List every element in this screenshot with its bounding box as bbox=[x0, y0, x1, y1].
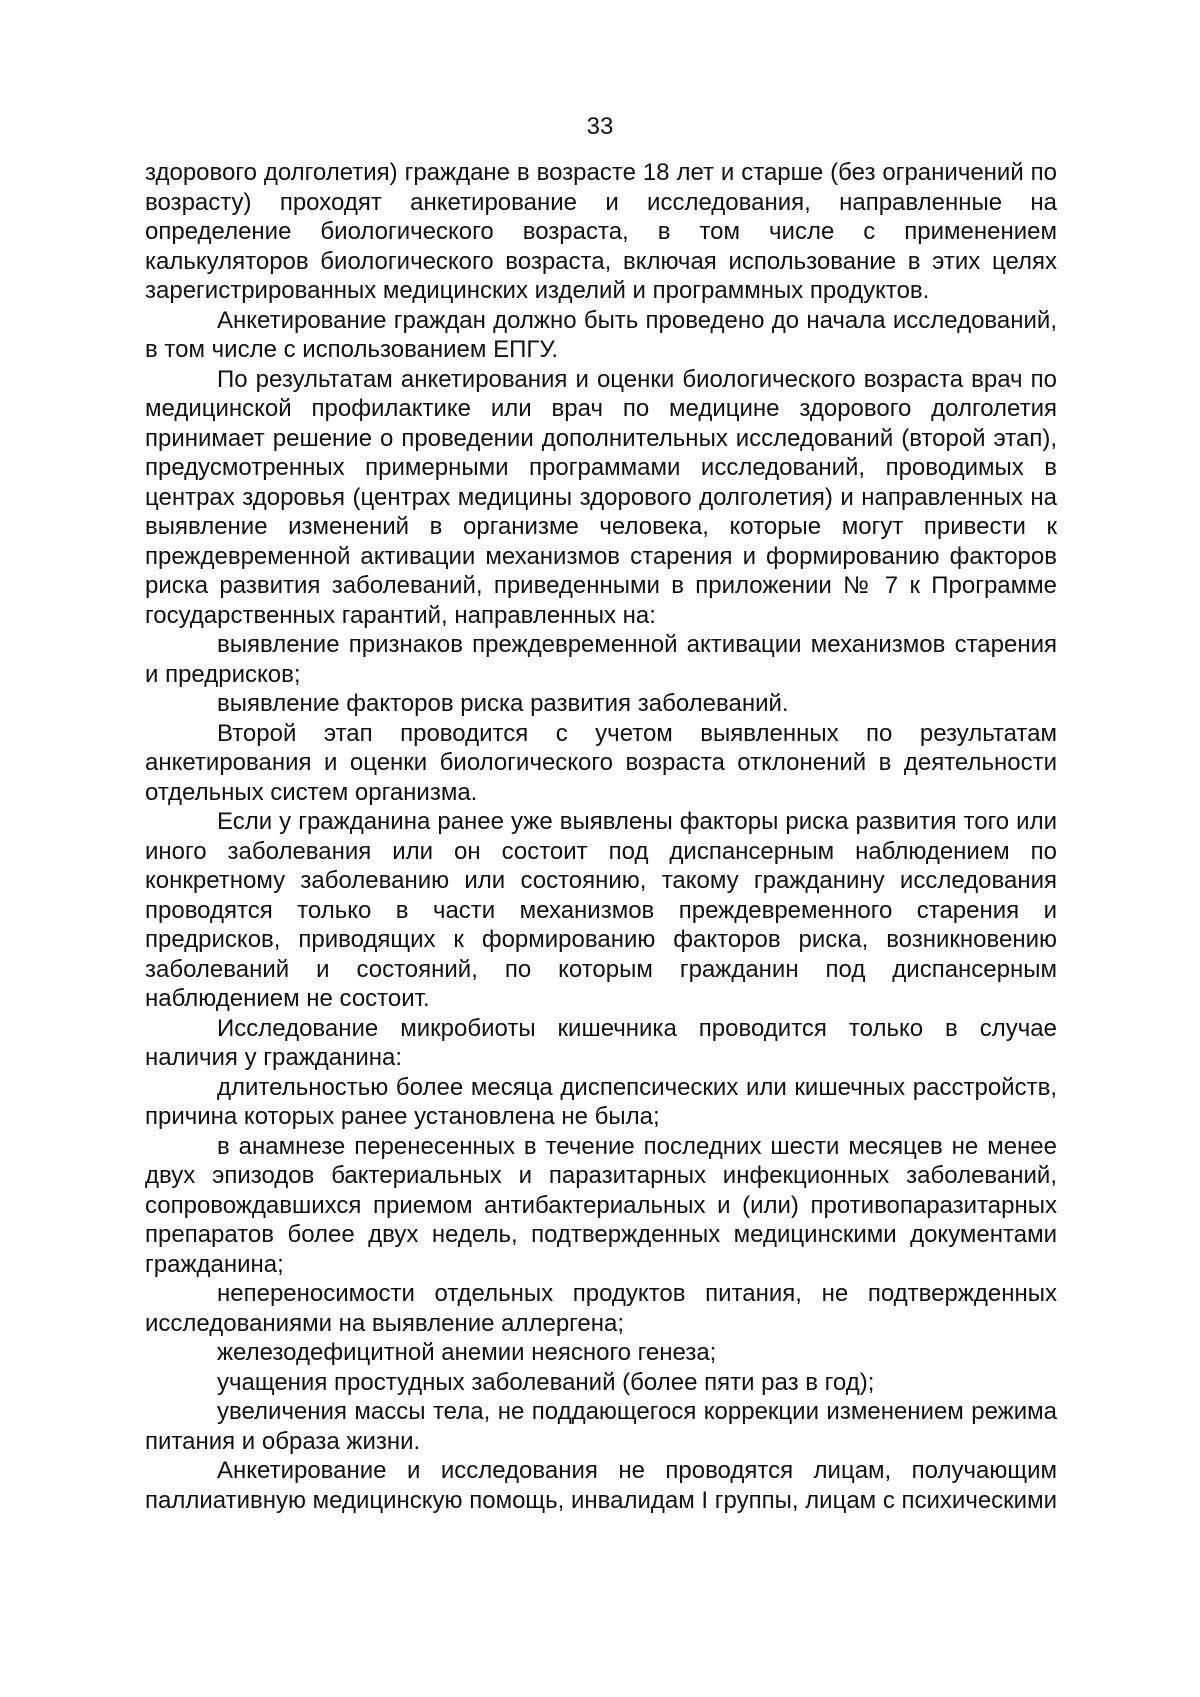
page-number: 33 bbox=[586, 113, 614, 140]
paragraph: Второй этап проводится с учетом выявленных по результатам анкетирования и оценки биологического возраста отклонений в деятельности отдельных систем организма. bbox=[145, 719, 1057, 806]
paragraph: Исследование микробиоты кишечника проводится только в случае наличия у гражданина: bbox=[145, 1014, 1057, 1071]
paragraph: здорового долголетия) граждане в возрасте 18 лет и старше (без ограничений по возрасту) проходят анкетирование и исследования, направленные на определение биологического возраста, в том числе с применением калькуляторов биологического возраста, включая использование в этих целях зарегистрированных медицинских изделий и программных продуктов. bbox=[145, 159, 1057, 304]
paragraph: в анамнезе перенесенных в течение последних шести месяцев не менее двух эпизодов бактериальных и паразитарных инфекционных заболеваний, сопровождавшихся приемом антибактериальных и (или) противопаразитарных препаратов более двух недель, подтвержденных медицинскими документами гражданина; bbox=[145, 1132, 1057, 1278]
paragraph: железодефицитной анемии неясного генеза; bbox=[217, 1339, 717, 1366]
paragraph: выявление признаков преждевременной активации механизмов старения и предрисков; bbox=[145, 631, 1057, 688]
paragraph: непереносимости отдельных продуктов питания, не подтвержденных исследованиями на выявление аллергена; bbox=[145, 1280, 1057, 1337]
paragraph: Анкетирование граждан должно быть проведено до начала исследований, в том числе с использованием ЕПГУ. bbox=[145, 306, 1057, 363]
document-body bbox=[145, 158, 1057, 1515]
paragraph: По результатам анкетирования и оценки биологического возраста врач по медицинской профилактике или врач по медицине здорового долголетия принимает решение о проведении дополнительных исследований (второй этап), предусмотренных примерными программами исследований, проводимых в центрах здоровья (центрах медицины здорового долголетия) и направленных на выявление изменений в организме человека, которые могут привести к преждевременной активации механизмов старения и формированию факторов риска развития заболеваний, приведенными в приложении № 7 к Программе государственных гарантий, направленных на: bbox=[145, 365, 1057, 629]
paragraph: выявление факторов риска развития заболеваний. bbox=[217, 690, 789, 717]
paragraph: длительностью более месяца диспепсических или кишечных расстройств, причина которых ранее установлена не была; bbox=[145, 1073, 1057, 1130]
paragraph: учащения простудных заболеваний (более пяти раз в год); bbox=[217, 1368, 875, 1396]
paragraph: увеличения массы тела, не поддающегося коррекции изменением режима питания и образа жизни. bbox=[145, 1398, 1057, 1455]
paragraph: Анкетирование и исследования не проводятся лицам, получающим паллиативную медицинскую помощь, инвалидам I группы, лицам с психическими bbox=[145, 1457, 1057, 1514]
paragraph: Если у гражданина ранее уже выявлены факторы риска развития того или иного заболевания или он состоит под диспансерным наблюдением по конкретному заболеванию или состоянию, такому гражданину исследования проводятся только в части механизмов преждевременного старения и предрисков, приводящих к формированию факторов риска, возникновению заболеваний и состояний, по которым гражданин под диспансерным наблюдением не состоит. bbox=[145, 808, 1057, 1012]
